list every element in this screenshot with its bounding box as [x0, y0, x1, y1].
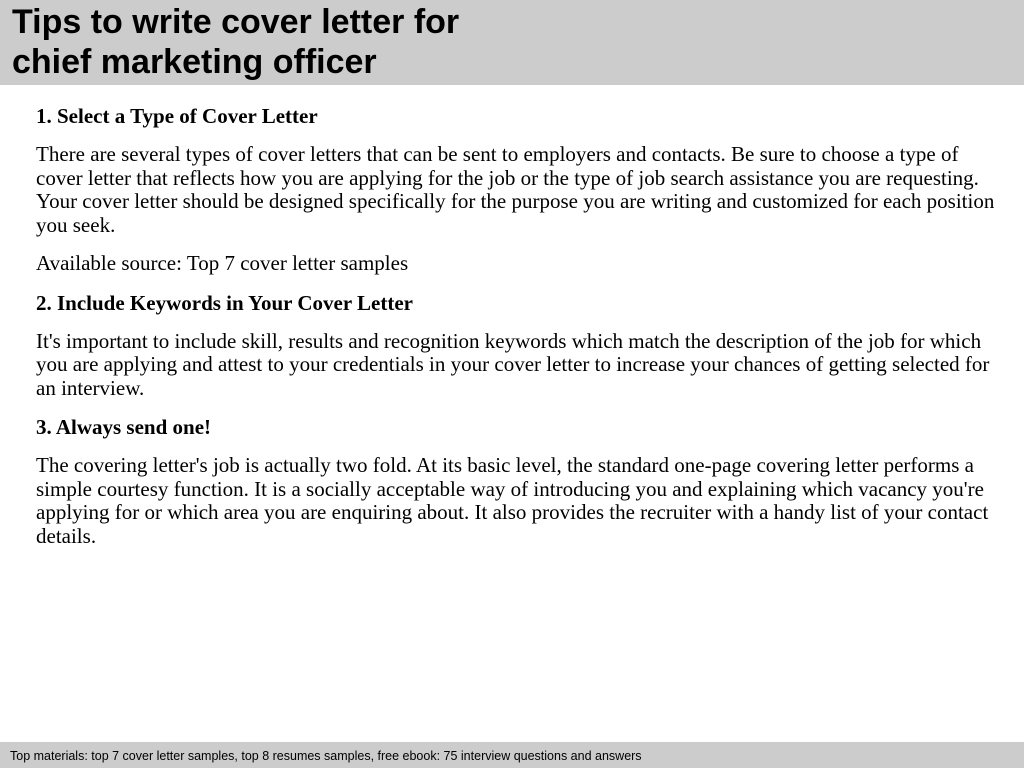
slide-title: Tips to write cover letter for chief marketing officer: [12, 3, 460, 81]
footer-text: Top materials: top 7 cover letter samples, top 8 resumes samples, free ebook: 75 interview questions and answers: [10, 749, 642, 763]
section-3-paragraph-1: The covering letter's job is actually two fold. At its basic level, the standard one-page covering letter performs a simple courtesy function. It is a socially acceptable way of introducing you and explaining which vacancy you're applying for or which area you are enquiring about. It also provides the recruiter with a handy list of your contact details.: [36, 453, 989, 548]
section-2-paragraph-1: It's important to include skill, results and recognition keywords which match the description of the job for which you are applying and attest to your credentials in your cover letter to increase your chances of getting selected for an interview.: [36, 328, 990, 400]
title-bar: [0, 0, 1024, 85]
section-1-paragraph-1: There are several types of cover letters that can be sent to employers and contacts. Be sure to choose a type of cover letter that reflects how you are applying for the job or the type of job search assistance you are requesting. Your cover letter should be designed specifically for the purpose you are writing and customized for each position you seek.: [36, 142, 995, 237]
section-1-heading: 1. Select a Type of Cover Letter: [36, 104, 318, 128]
section-3-heading: 3. Always send one!: [36, 415, 212, 439]
section-1-source-line: Available source: Top 7 cover letter samples: [36, 251, 409, 275]
slide-content: [36, 104, 996, 563]
footer-bar: [0, 742, 1024, 768]
section-2-heading: 2. Include Keywords in Your Cover Letter: [36, 290, 414, 315]
